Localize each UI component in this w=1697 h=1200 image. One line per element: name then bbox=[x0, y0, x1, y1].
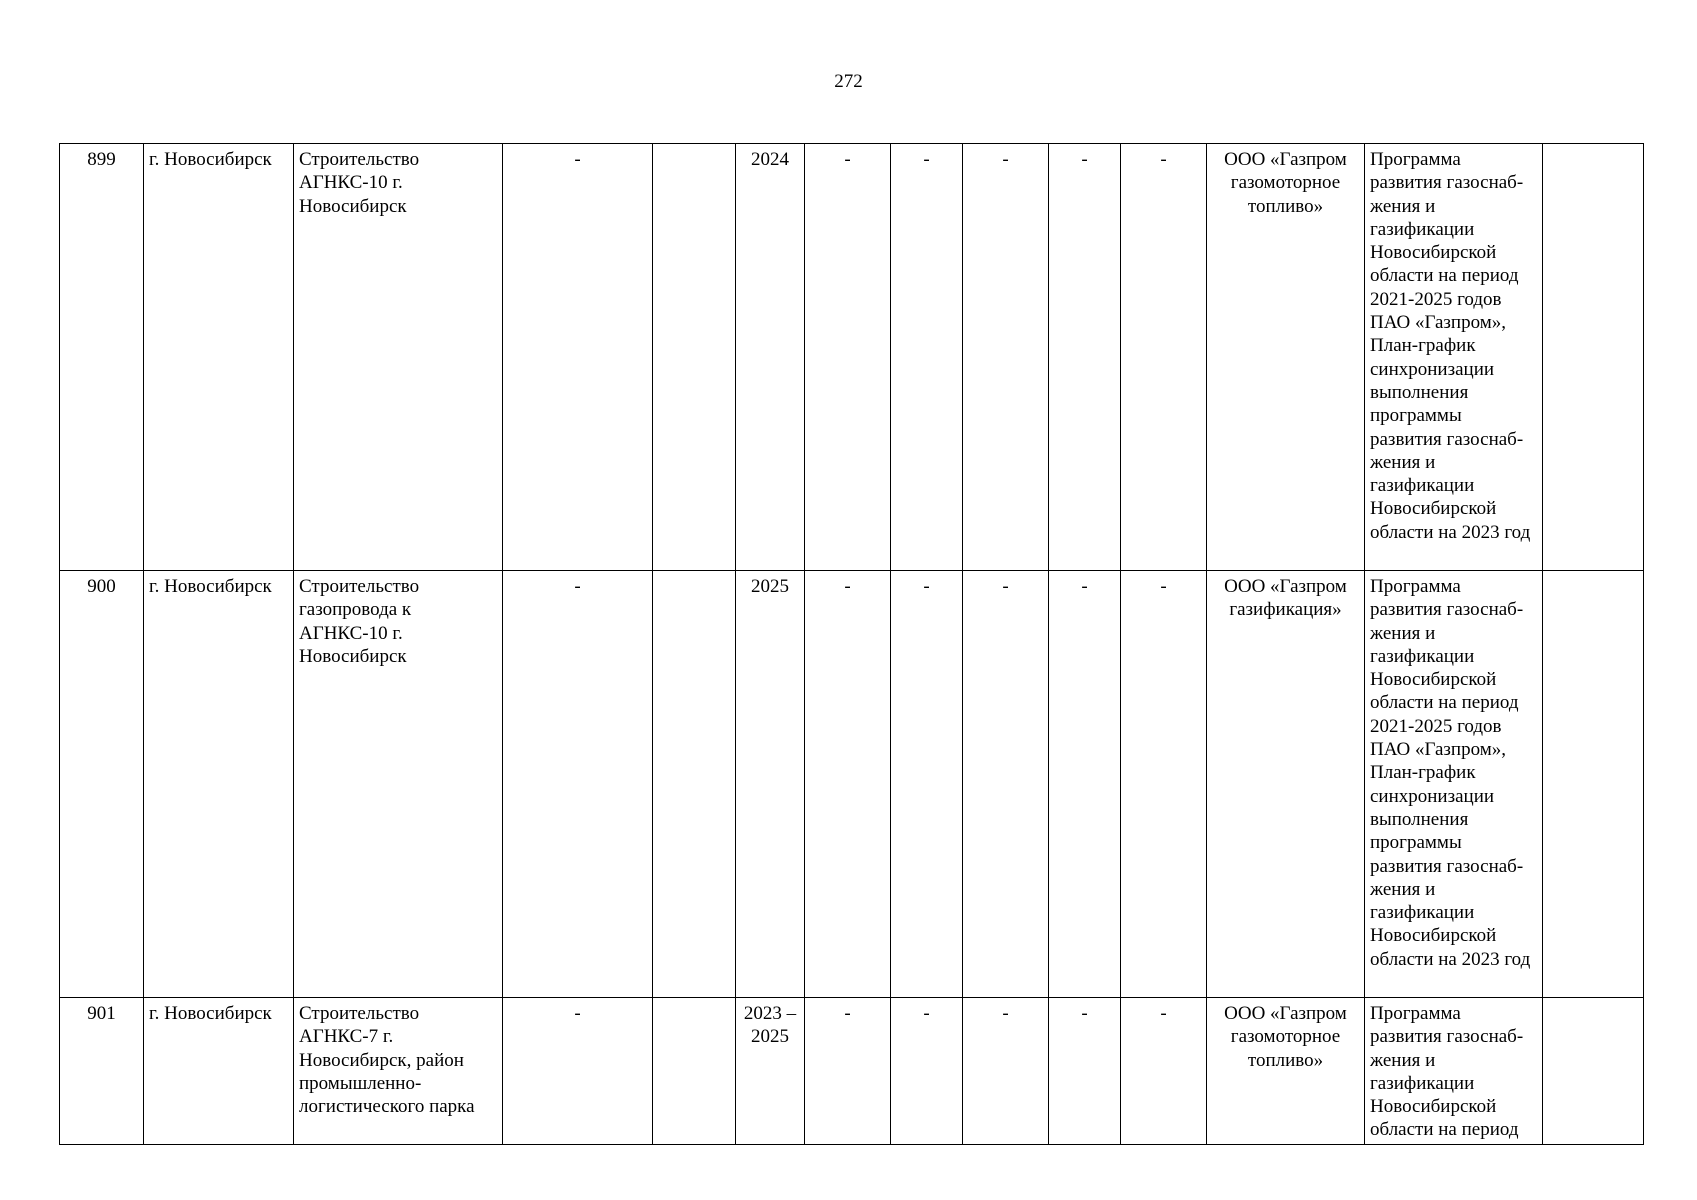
table-row bbox=[60, 998, 1644, 1145]
dash-cell: - bbox=[963, 571, 1049, 998]
dash-cell: - bbox=[891, 571, 963, 998]
cell-col5 bbox=[653, 571, 736, 998]
last-cell bbox=[1543, 144, 1644, 571]
city-cell: г. Новосибирск bbox=[144, 144, 294, 571]
document-cell: Программа развития газоснаб-жения и газификации Новосибирской области на период 2021-2025 годов ПАО «Газпром», План-график синхронизации выполнения программы развития газоснаб-жения и газификации Новосибирской области на 2023 год bbox=[1365, 144, 1543, 571]
cell-col5 bbox=[653, 144, 736, 571]
cell-col4: - bbox=[503, 144, 653, 571]
cell-col4: - bbox=[503, 571, 653, 998]
document-cell: Программа развития газоснаб-жения и газификации Новосибирской области на период 2021-2025 годов ПАО «Газпром», План-график синхронизации выполнения программы развития газоснаб-жения и газификации Новосибирской области на 2023 год bbox=[1365, 571, 1543, 998]
row-number: 900 bbox=[60, 571, 144, 998]
table-row bbox=[60, 144, 1644, 571]
dash-cell: - bbox=[1049, 144, 1121, 571]
object-cell: Строительство АГНКС-7 г. Новосибирск, район промышленно-логистического парка bbox=[294, 998, 503, 1145]
last-cell bbox=[1543, 571, 1644, 998]
page-number: 272 bbox=[834, 71, 863, 92]
dash-cell: - bbox=[963, 144, 1049, 571]
dash-cell: - bbox=[1121, 571, 1207, 998]
dash-cell: - bbox=[891, 998, 963, 1145]
document-cell: Программа развития газоснаб-жения и газификации Новосибирской области на период bbox=[1365, 998, 1543, 1145]
year-cell: 2023 – 2025 bbox=[736, 998, 805, 1145]
dash-cell: - bbox=[1121, 144, 1207, 571]
dash-cell: - bbox=[1049, 571, 1121, 998]
dash-cell: - bbox=[805, 571, 891, 998]
table-row bbox=[60, 571, 1644, 998]
city-cell: г. Новосибирск bbox=[144, 571, 294, 998]
objects-table bbox=[59, 143, 1644, 1145]
cell-col5 bbox=[653, 998, 736, 1145]
organization-cell: ООО «Газпром газомоторное топливо» bbox=[1207, 144, 1365, 571]
year-cell: 2024 bbox=[736, 144, 805, 571]
dash-cell: - bbox=[1121, 998, 1207, 1145]
object-cell: Строительство АГНКС-10 г. Новосибирск bbox=[294, 144, 503, 571]
dash-cell: - bbox=[891, 144, 963, 571]
organization-cell: ООО «Газпром газификация» bbox=[1207, 571, 1365, 998]
object-cell: Строительство газопровода к АГНКС-10 г. Новосибирск bbox=[294, 571, 503, 998]
row-number: 901 bbox=[60, 998, 144, 1145]
organization-cell: ООО «Газпром газомоторное топливо» bbox=[1207, 998, 1365, 1145]
last-cell bbox=[1543, 998, 1644, 1145]
dash-cell: - bbox=[805, 144, 891, 571]
cell-col4: - bbox=[503, 998, 653, 1145]
row-number: 899 bbox=[60, 144, 144, 571]
dash-cell: - bbox=[1049, 998, 1121, 1145]
dash-cell: - bbox=[805, 998, 891, 1145]
year-cell: 2025 bbox=[736, 571, 805, 998]
city-cell: г. Новосибирск bbox=[144, 998, 294, 1145]
dash-cell: - bbox=[963, 998, 1049, 1145]
